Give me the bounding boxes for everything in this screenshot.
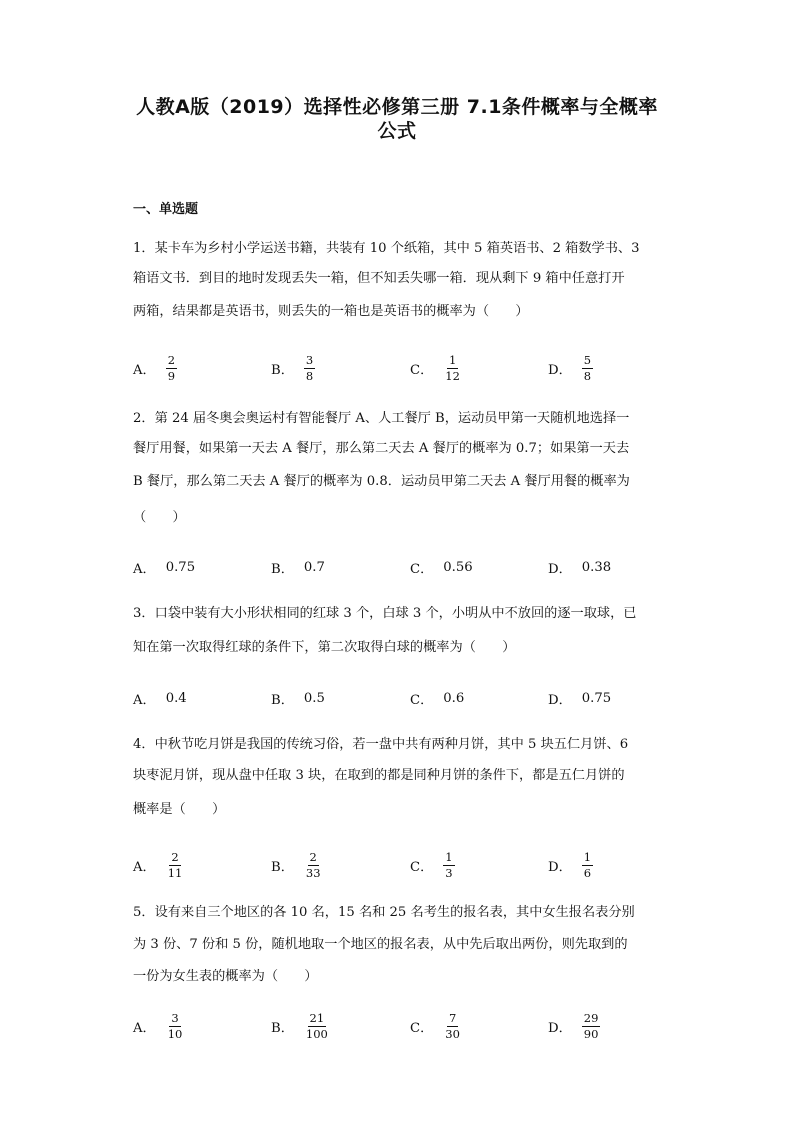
question-2-options [133, 549, 693, 585]
fraction-numerator: 3 [171, 1010, 179, 1025]
option-a [133, 1008, 184, 1044]
option-b [271, 1008, 330, 1044]
fraction-numerator: 2 [167, 352, 176, 367]
fraction-denominator: 9 [167, 368, 176, 383]
fraction-denominator: 3 [445, 865, 453, 880]
option-letter: A． [133, 362, 156, 378]
fraction-denominator: 11 [167, 865, 183, 880]
fraction [582, 851, 593, 880]
document-title-line2: 公式 [377, 120, 417, 142]
option-letter: C． [410, 362, 434, 378]
fraction-denominator: 10 [167, 1026, 183, 1041]
option-value: 0.75 [165, 559, 196, 575]
option-a [133, 350, 177, 386]
option-letter: B． [271, 1020, 294, 1036]
option-b [271, 350, 315, 386]
fraction-numerator: 5 [583, 352, 592, 367]
fraction-numerator: 1 [448, 352, 457, 367]
fraction [166, 354, 177, 383]
option-letter: D． [548, 692, 572, 708]
question-4-options [133, 847, 693, 883]
fraction [582, 354, 593, 383]
option-letter: D． [548, 362, 572, 378]
option-letter: A． [133, 692, 156, 708]
option-value: 0.75 [581, 690, 612, 706]
question-4-line-3: 概率是（ ） [133, 802, 226, 817]
option-a [133, 549, 195, 585]
question-5-line-1: 5．设有来自三个地区的各 10 名，15 名和 25 名考生的报名表，其中女生报名表分别 [133, 905, 635, 920]
option-letter: C． [410, 859, 434, 875]
option-value: 0.6 [443, 690, 465, 706]
document-title-line1: 人教A版（2019）选择性必修第三册 7.1条件概率与全概率 [136, 96, 658, 118]
option-letter: D． [548, 859, 572, 875]
fraction-denominator: 100 [305, 1026, 328, 1041]
fraction-denominator: 8 [583, 368, 592, 383]
option-d [548, 1008, 600, 1044]
fraction-numerator: 2 [171, 849, 179, 864]
option-b [271, 847, 323, 883]
section-heading: 一、单选题 [133, 202, 199, 217]
option-letter: A． [133, 561, 156, 577]
option-value: 0.7 [303, 559, 325, 575]
fraction [443, 1012, 462, 1041]
fraction-denominator: 6 [583, 865, 592, 880]
option-d [548, 549, 611, 585]
option-letter: D． [548, 561, 572, 577]
option-b [271, 680, 325, 716]
option-letter: A． [133, 859, 156, 875]
question-1-line-1: 1．某卡车为乡村小学运送书籍，共装有 10 个纸箱，其中 5 箱英语书、2 箱数学书、3 [133, 241, 640, 256]
option-letter: A． [133, 1020, 156, 1036]
option-letter: D． [548, 1020, 572, 1036]
option-letter: C． [410, 561, 434, 577]
question-3-options [133, 680, 693, 716]
fraction-numerator: 7 [448, 1010, 457, 1025]
fraction-numerator: 2 [309, 849, 317, 864]
question-1-line-2: 箱语文书．到目的地时发现丢失一箱，但不知丢失哪一箱．现从剩下 9 箱中任意打开 [133, 271, 625, 286]
question-4-line-1: 4．中秋节吃月饼是我国的传统习俗，若一盘中共有两种月饼，其中 5 块五仁月饼、6 [133, 737, 629, 752]
question-1-options [133, 350, 693, 386]
question-2-line-1: 2．第 24 届冬奥会奥运村有智能餐厅 A、人工餐厅 B，运动员甲第一天随机地选择一 [133, 411, 630, 426]
fraction-numerator: 3 [305, 352, 314, 367]
option-value: 0.4 [165, 690, 187, 706]
fraction-denominator: 33 [305, 865, 321, 880]
option-d [548, 680, 611, 716]
option-letter: B． [271, 692, 294, 708]
fraction [166, 1012, 185, 1041]
option-b [271, 549, 325, 585]
fraction [304, 851, 323, 880]
fraction-numerator: 29 [583, 1010, 599, 1025]
option-letter: B． [271, 561, 294, 577]
question-5-line-2: 为 3 份、7 份和 5 份，随机地取一个地区的报名表，从中先后取出两份，则先取到的 [133, 937, 628, 952]
question-2-line-4: （ ） [133, 510, 186, 525]
question-2-line-3: B 餐厅，那么第二天去 A 餐厅的概率为 0.8．运动员甲第二天去 A 餐厅用餐的概率为 [133, 474, 630, 489]
option-value: 0.38 [581, 559, 612, 575]
option-value: 0.5 [303, 690, 325, 706]
question-4-line-2: 块枣泥月饼，现从盘中任取 3 块，在取到的都是同种月饼的条件下，都是五仁月饼的 [133, 768, 625, 783]
fraction [443, 354, 462, 383]
option-d [548, 847, 593, 883]
option-letter: B． [271, 362, 294, 378]
fraction [304, 354, 315, 383]
question-3-line-2: 知在第一次取得红球的条件下，第二次取得白球的概率为（ ） [133, 640, 516, 655]
question-2-line-2: 餐厅用餐，如果第一天去 A 餐厅，那么第二天去 A 餐厅的概率为 0.7；如果第一天去 [133, 441, 630, 456]
option-d [548, 350, 593, 386]
fraction [582, 1012, 601, 1041]
option-value: 0.56 [443, 559, 473, 575]
option-letter: C． [410, 1020, 434, 1036]
fraction-numerator: 1 [583, 849, 592, 864]
fraction [443, 851, 454, 880]
fraction-denominator: 90 [583, 1026, 599, 1041]
fraction-denominator: 30 [445, 1026, 460, 1041]
option-c [410, 549, 473, 585]
question-5-line-3: 一份为女生表的概率为（ ） [133, 969, 318, 984]
option-c [410, 1008, 462, 1044]
fraction-numerator: 21 [309, 1010, 325, 1025]
option-c [410, 847, 455, 883]
option-letter: C． [410, 692, 434, 708]
fraction [166, 851, 185, 880]
option-c [410, 350, 462, 386]
option-a [133, 680, 187, 716]
option-a [133, 847, 184, 883]
fraction [304, 1012, 330, 1041]
question-5-options [133, 1008, 693, 1044]
fraction-denominator: 8 [305, 368, 314, 383]
fraction-denominator: 12 [445, 368, 460, 383]
fraction-numerator: 1 [445, 849, 453, 864]
question-1-line-3: 两箱，结果都是英语书，则丢失的一箱也是英语书的概率为（ ） [133, 304, 529, 319]
option-letter: B． [271, 859, 294, 875]
option-c [410, 680, 464, 716]
question-3-line-1: 3．口袋中装有大小形状相同的红球 3 个，白球 3 个，小明从中不放回的逐一取球，已 [133, 606, 637, 621]
